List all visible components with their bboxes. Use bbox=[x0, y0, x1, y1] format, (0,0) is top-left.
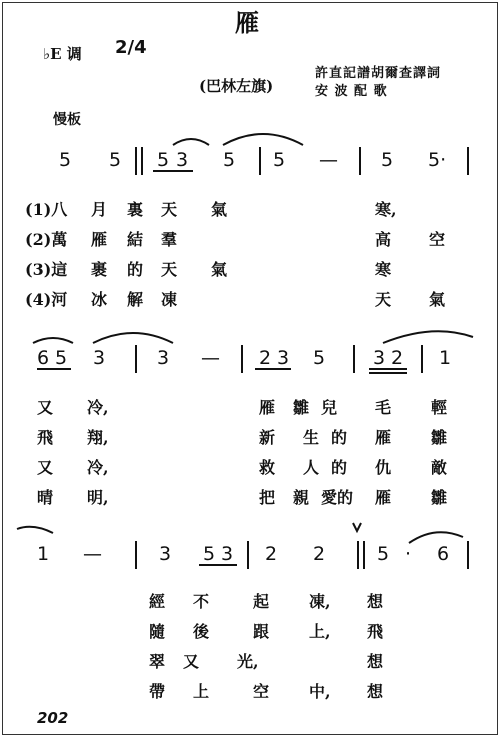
barline bbox=[467, 147, 469, 175]
staff-row-2 bbox=[23, 319, 483, 379]
barline bbox=[467, 541, 469, 569]
note: 5 bbox=[273, 149, 286, 171]
barline bbox=[135, 541, 137, 569]
note: 3 bbox=[93, 347, 106, 369]
note: 2 bbox=[265, 543, 278, 565]
barline bbox=[141, 147, 143, 175]
note: 6 bbox=[37, 347, 50, 369]
score-page: 雁 ♭E 调 2/4 (巴林左旗) 許直記譜胡爾查譯詞 安 波 配 歌 慢板 5 5 5 3 5 5 — 5 5· (1)八 月 裏 天 氣 寒, (2)萬 雁 結 羣 高 空 (3)這 裹 的 天 氣 寒 (4)河 冰 解 凍 天 氣 6 5 3 3 — 2 3 5 3 2 1 又 冷, 雁 雛 兒 毛 輕 飛 翔, 新 生 的 雁 雛 又 冷, 救 人 的 仇 敵 晴 明, 把 親 愛的 雁 雛 1 — 3 5 3 2 2 5 · 6 經 不 起 凍, 想 隨 後 跟 上, 飛 翠 又 光, 想 帶 上 空 中, 想 202 bbox=[2, 2, 498, 735]
note: 3 bbox=[373, 347, 386, 369]
barline bbox=[363, 541, 365, 569]
song-title: 雁 bbox=[235, 8, 259, 37]
dot: · bbox=[405, 543, 412, 565]
note: 1 bbox=[37, 543, 50, 565]
note: 3 bbox=[277, 347, 290, 369]
sustain-dash: — bbox=[83, 543, 102, 565]
note: 5 bbox=[55, 347, 68, 369]
sustain-dash: — bbox=[319, 149, 338, 171]
time-signature: 2/4 bbox=[115, 37, 147, 58]
staff-row-3 bbox=[23, 515, 483, 575]
barline bbox=[135, 147, 137, 175]
row-1-slurs bbox=[23, 121, 483, 181]
note: 1 bbox=[439, 347, 452, 369]
barline bbox=[241, 345, 243, 373]
note: 5 bbox=[377, 543, 390, 565]
credit-line-2: 安 波 配 歌 bbox=[315, 84, 388, 99]
barline bbox=[259, 147, 261, 175]
note: 2 bbox=[313, 543, 326, 565]
note: 6 bbox=[437, 543, 450, 565]
note: 3 bbox=[159, 543, 172, 565]
note: 3 bbox=[157, 347, 170, 369]
barline bbox=[247, 541, 249, 569]
source-region: (巴林左旗) bbox=[199, 77, 274, 95]
credit-line-1: 許直記譜胡爾查譯詞 bbox=[315, 66, 442, 81]
note: 2 bbox=[391, 347, 404, 369]
note: 3 bbox=[176, 149, 189, 171]
page-number: 202 bbox=[37, 709, 69, 727]
sustain-dash: — bbox=[201, 347, 220, 369]
tempo-marking: 慢板 bbox=[53, 112, 81, 128]
note: 5 bbox=[381, 149, 394, 171]
note: 3 bbox=[221, 543, 234, 565]
barline bbox=[357, 541, 359, 569]
note: 5 bbox=[109, 149, 122, 171]
row-2-slurs bbox=[23, 319, 483, 379]
key-signature: ♭E 调 bbox=[43, 45, 82, 63]
note: 5 bbox=[203, 543, 216, 565]
barline bbox=[359, 147, 361, 175]
staff-row-1 bbox=[23, 121, 483, 181]
note: 5· bbox=[428, 149, 447, 171]
note: 2 bbox=[259, 347, 272, 369]
note: 5 bbox=[313, 347, 326, 369]
note: 5 bbox=[59, 149, 72, 171]
barline bbox=[135, 345, 137, 373]
barline bbox=[353, 345, 355, 373]
barline bbox=[421, 345, 423, 373]
note: 5 bbox=[223, 149, 236, 171]
note: 5 bbox=[157, 149, 170, 171]
